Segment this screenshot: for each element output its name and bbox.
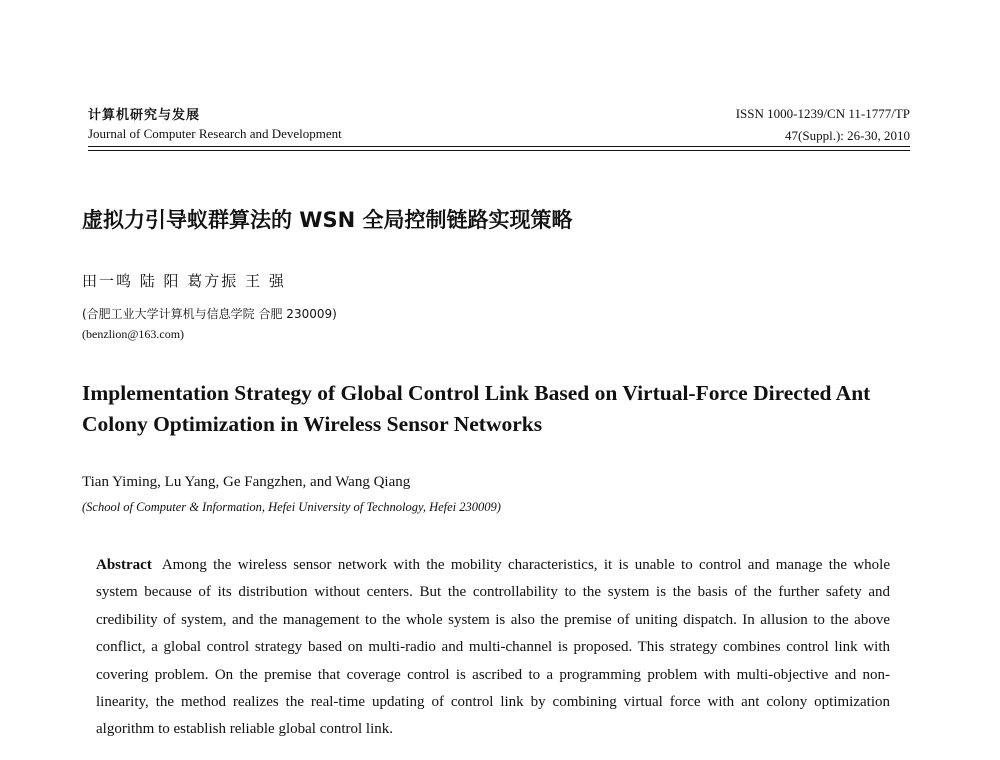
affiliation-en: (School of Computer & Information, Hefei University of Technology, Hefei 230009) bbox=[82, 500, 501, 514]
volume-line: 47(Suppl.): 26-30, 2010 bbox=[785, 128, 910, 143]
abstract bbox=[96, 552, 890, 744]
journal-name-cn: 计算机研究与发展 bbox=[88, 107, 201, 122]
authors-cn: 田一鸣 陆 阳 葛方振 王 强 bbox=[82, 272, 286, 290]
affiliation-cn: (合肥工业大学计算机与信息学院 合肥 230009) bbox=[82, 307, 337, 321]
abstract-label: Abstract bbox=[96, 557, 152, 573]
header-rule-double bbox=[88, 150, 910, 151]
paper-title-en: Implementation Strategy of Global Control Link Based on Virtual-Force Directed Ant Colony Optimization in Wireless Sensor Networks bbox=[82, 381, 871, 436]
abstract-text: Among the wireless sensor network with the mobility characteristics, it is unable to control and manage the whole system because of its distribution without centers. But the controllability to the system is the basis of the further safety and credibility of system, and the management to the whole system is also the premise of uniting dispatch. In allusion to the above conflict, a global control strategy based on multi-radio and multi-channel is proposed. This strategy combines control link with covering problem. On the premise that coverage control is ascribed to a programming problem with multi-objective and non-linearity, the method realizes the real-time updating of control link by combining virtual force with ant colony optimization algorithm to establish reliable global control link. bbox=[96, 557, 890, 738]
header-rule bbox=[88, 146, 910, 147]
paper-title-cn: 虚拟力引导蚁群算法的 WSN 全局控制链路实现策略 bbox=[82, 208, 573, 232]
issn-line: ISSN 1000-1239/CN 11-1777/TP bbox=[735, 106, 910, 121]
authors-en: Tian Yiming, Lu Yang, Ge Fangzhen, and Wang Qiang bbox=[82, 474, 411, 490]
author-email: (benzlion@163.com) bbox=[82, 327, 185, 341]
journal-name-en: Journal of Computer Research and Development bbox=[88, 126, 342, 141]
